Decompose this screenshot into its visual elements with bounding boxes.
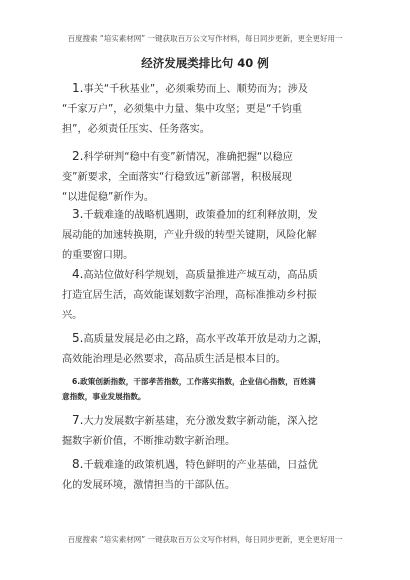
- item-number: 2.: [72, 149, 84, 163]
- item-text: 政策创新指数，干部孝苦指数，工作落实指数，企业信心指数，百姓满 意指数，事业发展指数。: [62, 377, 316, 401]
- item-number: 1.: [72, 81, 84, 95]
- item-number: 3.: [72, 207, 84, 221]
- item-number: 5.: [72, 331, 84, 345]
- item-number: 8.: [72, 457, 84, 471]
- list-item: [62, 78, 352, 140]
- list-item: [62, 374, 352, 404]
- item-text: 大力发展数字新基建，充分激发数字新动能，深入挖 掘数字新价值，不断推动数字新治理。: [62, 416, 318, 447]
- item-text: 科学研判“稳中有变”新情况，准确把握“以稳应 变”新要求，全面落实“行稳致远”新部署，积极展现 “以进促稳”新作为。: [62, 152, 293, 203]
- list-item: [62, 204, 352, 266]
- list-item: [62, 410, 352, 452]
- page-title: 经济发展类排比句 40 例: [141, 56, 269, 70]
- item-number: 6.: [72, 377, 81, 386]
- item-number: 4.: [72, 267, 84, 281]
- list-item: [62, 264, 352, 326]
- item-text: 事关“千秋基业”，必须乘势而上、顺势而为；涉及 “千家万户”，必须集中力量、集中攻坚；更是“千钧重 担”，必须责任压实、任务落实。: [62, 84, 308, 135]
- item-number: 7.: [72, 413, 84, 427]
- list-item: [62, 328, 352, 370]
- list-item: [62, 146, 352, 208]
- list-item: [62, 454, 352, 496]
- item-text: 千载难逢的政策机遇，特色鲜明的产业基础，日益优 化的发展环境，激情担当的干部队伍。: [62, 460, 318, 491]
- header-note: 百度搜索 “培实素材网” 一键获取百万公文写作材料，每日同步更新，更全更好用一: [67, 34, 343, 43]
- item-text: 高质量发展是必由之路，高水平改革开放是动力之源， 高效能治理是必然要求，高品质生活是根本目的。: [62, 334, 328, 365]
- item-text: 千载难逢的战略机遇期，政策叠加的红利释放期，发 展动能的加速转换期，产业升级的转型关键期，风险化解 的重要窗口期。: [62, 210, 318, 261]
- item-text: 高站位做好科学规划，高质量推进产城互动，高品质 打造宜居生活，高效能谋划数字治理，高标准推动乡村振 兴。: [62, 270, 318, 321]
- footer-note: 百度搜索 “培实素材网” 一键获取百万公文写作材料，每日同步更新，更全更好用一: [67, 535, 343, 544]
